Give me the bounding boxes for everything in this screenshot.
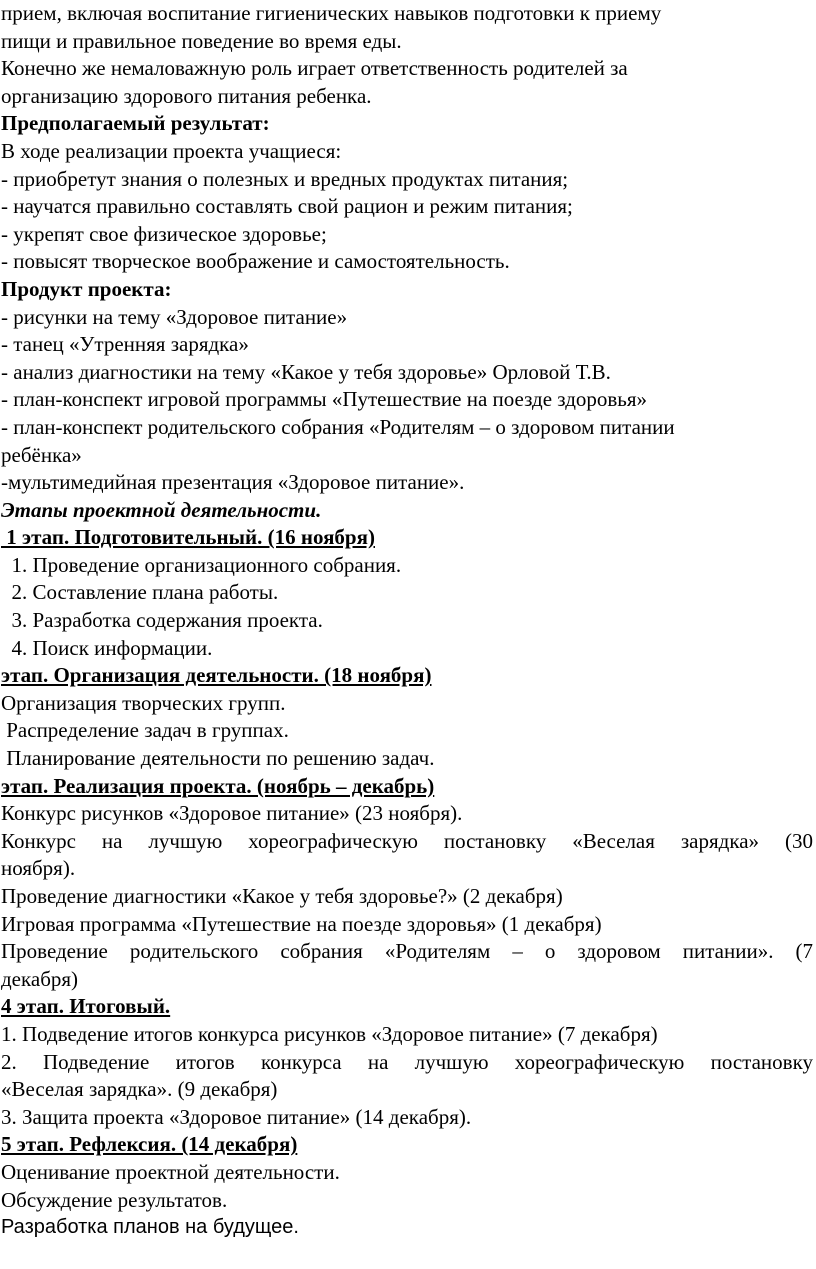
stage-5-title: 5 этап. Рефлексия. (14 декабря): [1, 1132, 298, 1157]
product-item: - план-конспект родительского собрания «Родителям – о здоровом питании: [1, 414, 675, 439]
stage-2-item: Организация творческих групп.: [1, 690, 286, 715]
product-item: -мультимедийная презентация «Здоровое питание».: [1, 470, 465, 495]
stage-3-item: Конкурс рисунков «Здоровое питание» (23 ноября).: [1, 801, 463, 826]
stage-5-item: Обсуждение результатов.: [1, 1187, 228, 1212]
stages-heading: Этапы проектной деятельности.: [1, 497, 322, 522]
stage-1-title: 1 этап. Подготовительный. (16 ноября): [1, 525, 375, 550]
stage-4-item: «Веселая зарядка». (9 декабря): [1, 1077, 278, 1102]
product-item: - танец «Утренняя зарядка»: [1, 332, 249, 357]
stage-2-title: этап. Организация деятельности. (18 ноября): [1, 663, 432, 688]
stage-3-item: Конкурс на лучшую хореографическую постановку «Веселая зарядка» (30: [1, 828, 813, 853]
product-item: - план-конспект игровой программы «Путешествие на поезде здоровья»: [1, 387, 648, 412]
intro-line-4: организацию здорового питания ребенка.: [1, 83, 372, 108]
stage-5-item: Разработка планов на будущее.: [1, 1216, 299, 1239]
stage-1-item: 3. Разработка содержания проекта.: [1, 608, 323, 633]
product-item: - анализ диагностики на тему «Какое у тебя здоровье» Орловой Т.В.: [1, 359, 611, 384]
stage-3-title: этап. Реализация проекта. (ноябрь – декабрь): [1, 773, 435, 798]
result-heading: Предполагаемый результат:: [1, 111, 270, 136]
stage-1-item: 4. Поиск информации.: [1, 635, 213, 660]
intro-line-1: прием, включая воспитание гигиенических навыков подготовки к приему: [1, 1, 662, 25]
product-heading: Продукт проекта:: [1, 276, 172, 301]
result-item: - научатся правильно составлять свой рацион и режим питания;: [1, 194, 573, 219]
stage-3-item: декабря): [1, 966, 79, 991]
result-item: - укрепят свое физическое здоровье;: [1, 221, 327, 246]
stage-4-item: 2. Подведение итогов конкурса на лучшую хореографическую постановку: [1, 1049, 813, 1074]
stage-3-item: Игровая программа «Путешествие на поезде здоровья» (1 декабря): [1, 911, 602, 936]
stage-2-item: Распределение задач в группах.: [1, 718, 289, 743]
stage-4-item: 3. Защита проекта «Здоровое питание» (14 декабря).: [1, 1104, 472, 1129]
intro-line-3: Конечно же немаловажную роль играет ответственность родителей за: [1, 56, 628, 81]
result-item: - приобретут знания о полезных и вредных продуктах питания;: [1, 166, 569, 191]
product-item: - рисунки на тему «Здоровое питание»: [1, 304, 348, 329]
stage-5-item: Оценивание проектной деятельности.: [1, 1159, 340, 1184]
intro-line-2: пищи и правильное поведение во время еды.: [1, 28, 402, 53]
stage-3-item: Проведение родительского собрания «Родителям – о здоровом питании». (7: [1, 939, 813, 964]
stage-4-item: 1. Подведение итогов конкурса рисунков «Здоровое питание» (7 декабря): [1, 1021, 658, 1046]
product-item: ребёнка»: [1, 442, 82, 467]
result-item: - повысят творческое воображение и самостоятельность.: [1, 249, 510, 274]
stage-1-item: 2. Составление плана работы.: [1, 580, 279, 605]
stage-1-item: 1. Проведение организационного собрания.: [1, 552, 402, 577]
result-lead: В ходе реализации проекта учащиеся:: [1, 138, 342, 163]
stage-2-item: Планирование деятельности по решению задач.: [1, 746, 435, 771]
stage-3-item: ноября).: [1, 856, 76, 881]
stage-3-item: Проведение диагностики «Какое у тебя здоровье?» (2 декабря): [1, 884, 563, 908]
stage-4-title: 4 этап. Итоговый.: [1, 994, 171, 1019]
